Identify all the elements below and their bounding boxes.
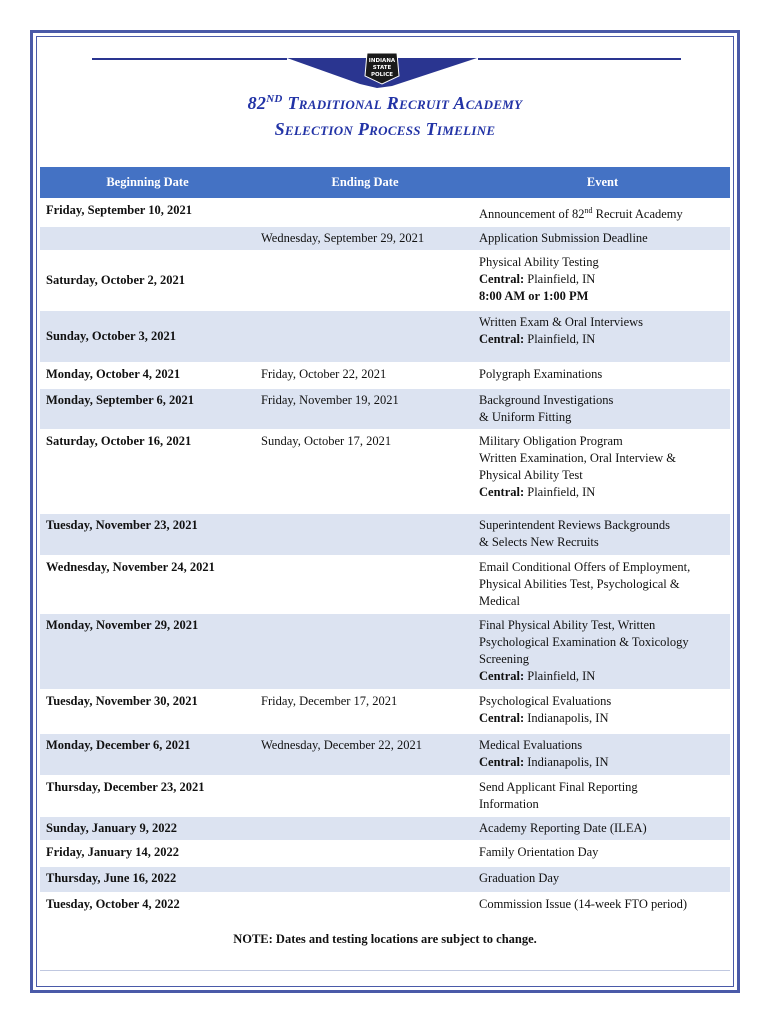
cell-begin-date: Tuesday, November 30, 2021 — [40, 690, 255, 734]
event-line: 8:00 AM or 1:00 PM — [479, 289, 589, 304]
header-rule-right — [478, 58, 681, 60]
cell-end-date — [255, 893, 475, 919]
cell-event — [475, 363, 730, 389]
event-line: Send Applicant Final Reporting — [479, 780, 638, 795]
cell-begin-date: Tuesday, October 4, 2022 — [40, 893, 255, 919]
cell-begin-date: Thursday, June 16, 2022 — [40, 867, 255, 893]
event-line: Central: Indianapolis, IN — [479, 755, 609, 770]
cell-begin-date: Sunday, October 3, 2021 — [40, 311, 255, 363]
table-row — [40, 893, 730, 919]
badge-line-3: POLICE — [370, 72, 394, 78]
ordinal-suffix: nd — [584, 206, 593, 215]
event-line: Written Examination, Oral Interview & — [479, 451, 677, 466]
cell-begin-date: Thursday, December 23, 2021 — [40, 776, 255, 817]
table-row — [40, 199, 730, 227]
event-line: Physical Abilities Test, Psychological & — [479, 577, 680, 592]
event-line: Screening — [479, 652, 529, 667]
table-row — [40, 817, 730, 841]
table-row — [40, 614, 730, 690]
event-line: Family Orientation Day — [479, 845, 599, 860]
cell-event — [475, 251, 730, 311]
event-line: Medical — [479, 594, 520, 609]
table-row — [40, 776, 730, 817]
table-row — [40, 734, 730, 776]
cell-end-date: Friday, October 22, 2021 — [255, 363, 475, 389]
table-body — [40, 199, 730, 919]
event-line: Email Conditional Offers of Employment, — [479, 560, 691, 575]
table-header-row — [40, 167, 730, 199]
page-title — [40, 93, 730, 114]
col-header-event: Event — [475, 167, 730, 199]
table-row — [40, 556, 730, 614]
cell-begin-date: Saturday, October 2, 2021 — [40, 251, 255, 311]
cell-begin-date: Monday, November 29, 2021 — [40, 614, 255, 690]
cell-event — [475, 614, 730, 690]
cell-end-date — [255, 251, 475, 311]
location-label: Central: — [479, 485, 525, 500]
table-row — [40, 841, 730, 867]
cell-end-date — [255, 311, 475, 363]
cell-end-date — [255, 776, 475, 817]
event-line: Psychological Evaluations — [479, 694, 612, 709]
table-row — [40, 227, 730, 251]
cell-end-date: Sunday, October 17, 2021 — [255, 430, 475, 514]
event-line: Central: Plainfield, IN — [479, 332, 596, 347]
footer-note: NOTE: Dates and testing locations are subject to change. — [233, 932, 537, 946]
event-line: Superintendent Reviews Backgrounds — [479, 518, 670, 533]
event-line: Polygraph Examinations — [479, 367, 603, 382]
event-line: Central: Plainfield, IN — [479, 669, 596, 684]
cell-event — [475, 311, 730, 363]
badge-line-1: INDIANA — [368, 58, 396, 64]
event-line: Central: Plainfield, IN — [479, 272, 596, 287]
cell-begin-date: Friday, September 10, 2021 — [40, 199, 255, 227]
event-line: Military Obligation Program — [479, 434, 623, 449]
event-line: Information — [479, 797, 539, 812]
cell-end-date — [255, 514, 475, 556]
event-line: Central: Indianapolis, IN — [479, 711, 609, 726]
cell-event — [475, 227, 730, 251]
cell-event — [475, 430, 730, 514]
page-subtitle: Selection Process Timeline — [274, 119, 496, 139]
event-line: Commission Issue (14-week FTO period) — [479, 897, 688, 912]
event-line: Written Exam & Oral Interviews — [479, 315, 644, 330]
cell-event — [475, 199, 730, 227]
cell-begin-date: Tuesday, November 23, 2021 — [40, 514, 255, 556]
cell-end-date — [255, 614, 475, 690]
event-line: Background Investigations — [479, 393, 614, 408]
cell-begin-date: Wednesday, November 24, 2021 — [40, 556, 255, 614]
title-number: 82 — [247, 93, 267, 113]
location-label: Central: — [479, 669, 525, 684]
cell-event — [475, 841, 730, 867]
cell-event — [475, 734, 730, 776]
event-line: Central: Plainfield, IN — [479, 485, 596, 500]
cell-end-date — [255, 199, 475, 227]
cell-end-date: Wednesday, December 22, 2021 — [255, 734, 475, 776]
cell-event — [475, 867, 730, 893]
table-row — [40, 690, 730, 734]
event-line: Medical Evaluations — [479, 738, 583, 753]
location-label: Central: — [479, 711, 525, 726]
state-police-badge — [282, 50, 482, 90]
event-line: Academy Reporting Date (ILEA) — [479, 821, 647, 836]
table-row — [40, 514, 730, 556]
event-line: Application Submission Deadline — [479, 231, 648, 246]
cell-end-date: Friday, November 19, 2021 — [255, 389, 475, 430]
cell-end-date — [255, 841, 475, 867]
cell-begin-date: Monday, September 6, 2021 — [40, 389, 255, 430]
cell-end-date: Friday, December 17, 2021 — [255, 690, 475, 734]
event-line: Physical Ability Test — [479, 468, 583, 483]
cell-event — [475, 514, 730, 556]
col-header-end: Ending Date — [255, 167, 475, 199]
event-line: Physical Ability Testing — [479, 255, 599, 270]
cell-event — [475, 556, 730, 614]
cell-begin-date: Sunday, January 9, 2022 — [40, 817, 255, 841]
event-line: Announcement of 82nd Recruit Academy — [479, 206, 683, 222]
cell-begin-date: Monday, October 4, 2021 — [40, 363, 255, 389]
footer-divider — [40, 970, 730, 971]
event-line: Final Physical Ability Test, Written — [479, 618, 656, 633]
title-ordinal: ND — [266, 93, 283, 105]
badge-line-2: STATE — [372, 65, 392, 71]
cell-begin-date: Monday, December 6, 2021 — [40, 734, 255, 776]
event-line: Psychological Examination & Toxicology — [479, 635, 689, 650]
cell-end-date — [255, 867, 475, 893]
event-line: & Selects New Recruits — [479, 535, 599, 550]
cell-end-date — [255, 817, 475, 841]
cell-event — [475, 389, 730, 430]
table-row — [40, 389, 730, 430]
table-row — [40, 311, 730, 363]
location-label: Central: — [479, 272, 525, 287]
cell-end-date: Wednesday, September 29, 2021 — [255, 227, 475, 251]
title-text: Traditional Recruit Academy — [282, 93, 523, 113]
table-row — [40, 867, 730, 893]
cell-event — [475, 776, 730, 817]
cell-event — [475, 690, 730, 734]
location-label: Central: — [479, 332, 525, 347]
cell-begin-date: Friday, January 14, 2022 — [40, 841, 255, 867]
table-row — [40, 430, 730, 514]
header-rule-left — [92, 58, 287, 60]
event-line: Graduation Day — [479, 871, 560, 886]
cell-event — [475, 893, 730, 919]
timeline-table — [40, 167, 730, 919]
event-line: & Uniform Fitting — [479, 410, 572, 425]
table-row — [40, 251, 730, 311]
cell-end-date — [255, 556, 475, 614]
col-header-begin: Beginning Date — [40, 167, 255, 199]
cell-begin-date: Saturday, October 16, 2021 — [40, 430, 255, 514]
cell-event — [475, 817, 730, 841]
cell-begin-date — [40, 227, 255, 251]
table-row — [40, 363, 730, 389]
location-label: Central: — [479, 755, 525, 770]
